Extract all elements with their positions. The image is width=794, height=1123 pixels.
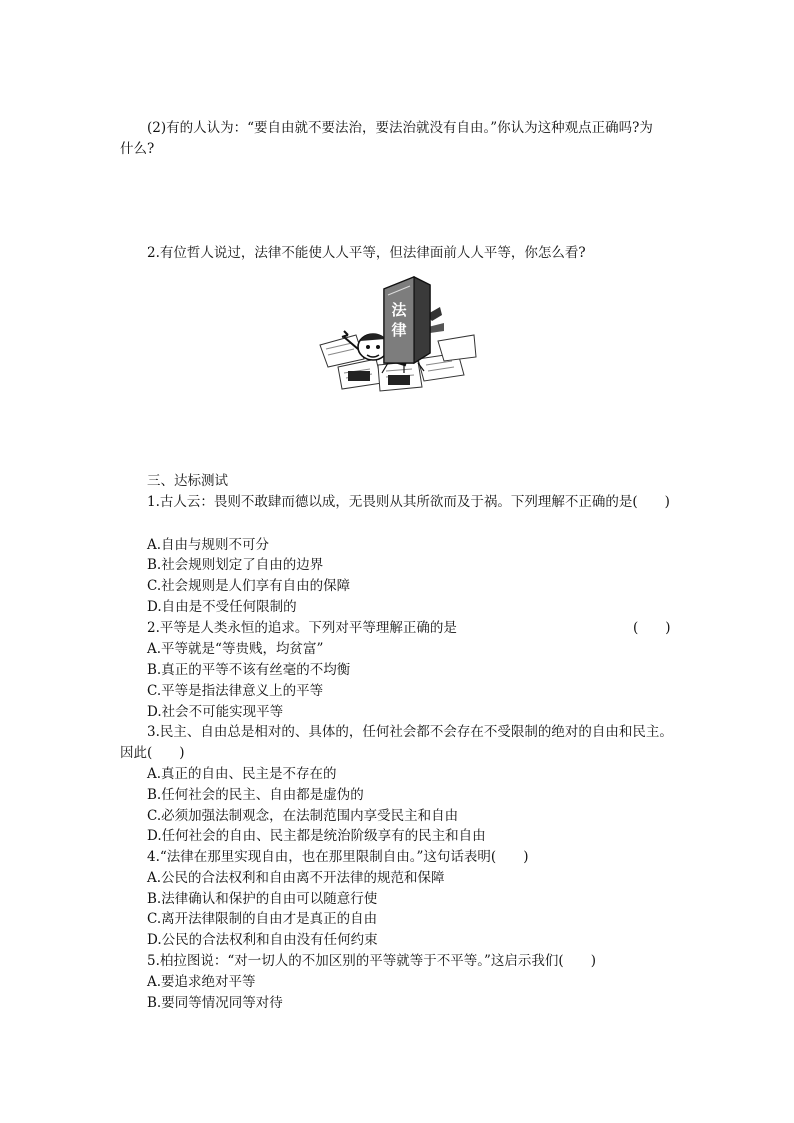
question-1-option-d: D.自由是不受任何限制的 — [147, 599, 297, 615]
question-2-option-a: A.平等就是“等贵贱，均贫富” — [147, 641, 324, 657]
question-5-option-b: B.要同等情况同等对待 — [147, 995, 283, 1011]
question-4-option-b: B.法律确认和保护的自由可以随意行使 — [147, 891, 378, 907]
question-2-option-b: B.真正的平等不该有丝毫的不均衡 — [147, 662, 351, 678]
question-1-option-a: A.自由与规则不可分 — [147, 537, 270, 553]
question-5-stem: 5.柏拉图说：“对一切人的不加区别的平等就等于不平等。”这启示我们( ) — [147, 953, 596, 969]
question-1-stem: 1.古人云：畏则不敢肆而德以成，无畏则从其所欲而及于祸。下列理解不正确的是( ) — [147, 494, 670, 510]
question-3-stem-line2: 因此( ) — [120, 745, 185, 761]
question-4-stem: 4.“法律在那里实现自由，也在那里限制自由。”这句话表明( ) — [147, 849, 529, 865]
question-4-option-c: C.离开法律限制的自由才是真正的自由 — [147, 911, 378, 927]
question-4-option-a: A.公民的合法权利和自由离不开法律的规范和保障 — [147, 870, 445, 886]
philosopher-question: 2.有位哲人说过，法律不能使人人平等，但法律面前人人平等，你怎么看? — [147, 245, 586, 261]
question-3-option-a: A.真正的自由、民主是不存在的 — [147, 766, 337, 782]
question-4-option-d: D.公民的合法权利和自由没有任何约束 — [147, 932, 378, 948]
q2-sub2-line2: 什么? — [120, 141, 155, 157]
question-2-answer-paren: ( ) — [633, 620, 671, 636]
section-title: 三、达标测试 — [147, 473, 228, 489]
question-2-option-d: D.社会不可能实现平等 — [147, 704, 284, 720]
question-1-option-b: B.社会规则划定了自由的边界 — [147, 557, 324, 573]
question-3-stem-line1: 3.民主、自由总是相对的、具体的，任何社会都不会存在不受限制的绝对的自由和民主。 — [147, 724, 673, 740]
question-1-option-c: C.社会规则是人们享有自由的保障 — [147, 578, 351, 594]
question-3-option-b: B.任何社会的民主、自由都是虚伪的 — [147, 787, 364, 803]
svg-text:律: 律 — [391, 321, 407, 339]
q2-sub2-line1: (2)有的人认为：“要自由就不要法治，要法治就没有自由。”你认为这种观点正确吗?为 — [147, 120, 653, 136]
question-2-option-c: C.平等是指法律意义上的平等 — [147, 683, 324, 699]
question-5-option-a: A.要追求绝对平等 — [147, 974, 256, 990]
question-3-option-d: D.任何社会的自由、民主都是统治阶级享有的民主和自由 — [147, 828, 486, 844]
question-2-stem: 2.平等是人类永恒的追求。下列对平等理解正确的是 — [147, 620, 457, 636]
question-3-option-c: C.必须加强法制观念，在法制范围内享受民主和自由 — [147, 808, 459, 824]
law-book-cartoon-icon — [318, 275, 478, 393]
svg-text:法: 法 — [391, 301, 407, 319]
